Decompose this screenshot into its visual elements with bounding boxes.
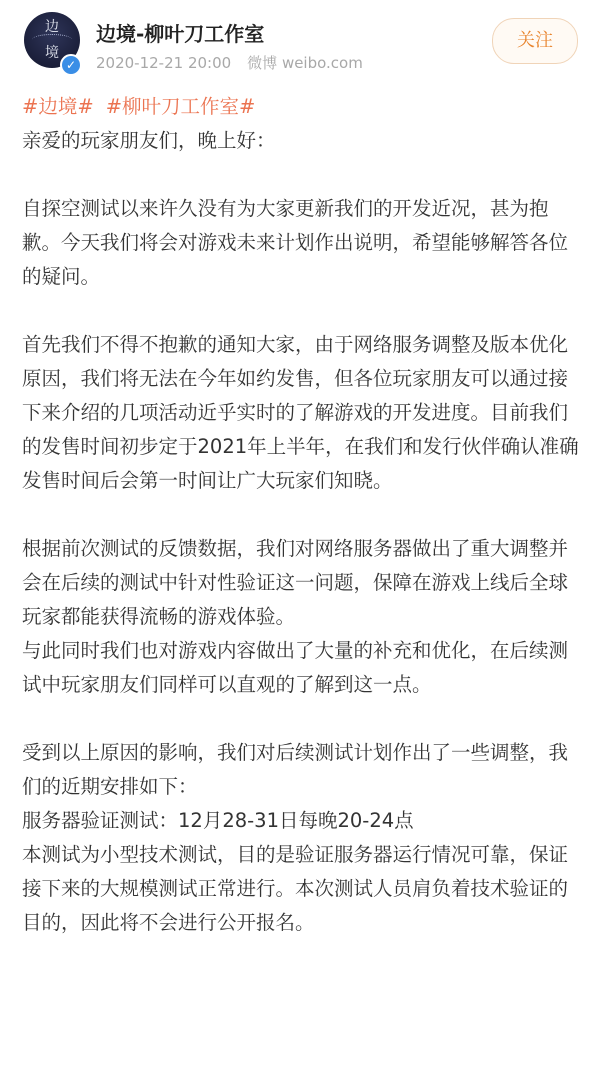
avatar-char-top: 边	[45, 19, 59, 35]
hashtag-link[interactable]: #边境#	[22, 95, 94, 118]
paragraph: 本测试为小型技术测试，目的是验证服务器运行情况可靠，保证接下来的大规模测试正常进行。本次测试人员肩负着技术验证的目的，因此将不会进行公开报名。	[22, 843, 569, 934]
paragraph: 与此同时我们也对游戏内容做出了大量的补充和优化，在后续测试中玩家朋友们同样可以直观的了解到这一点。	[22, 639, 569, 696]
paragraph: 首先我们不得不抱歉的通知大家，由于网络服务调整及版本优化原因，我们将无法在今年如约发售，但各位玩家朋友可以通过接下来介绍的几项活动近乎实时的了解游戏的开发进度。目前我们的发售时间初步定于2021年上半年，在我们和发行伙伴确认准确发售时间后会第一时间让广大玩家们知晓。	[22, 333, 579, 492]
verified-badge-icon: ✓	[60, 54, 82, 76]
boundary-logo-icon	[32, 34, 72, 45]
post-meta	[96, 52, 363, 73]
avatar-char-bottom: 境	[45, 45, 59, 61]
post-source: 微博 weibo.com	[247, 54, 363, 72]
post-header	[0, 0, 600, 84]
post-content	[22, 90, 582, 940]
paragraph: 根据前次测试的反馈数据，我们对网络服务器做出了重大调整并会在后续的测试中针对性验证这一问题，保障在游戏上线后全球玩家都能获得流畅的游戏体验。	[22, 537, 569, 628]
post-timestamp: 2020-12-21 20:00	[96, 54, 232, 72]
paragraph-gap	[22, 294, 582, 328]
schedule-line: 服务器验证测试：12月28-31日每晚20-24点	[22, 809, 414, 832]
paragraph-gap	[22, 158, 582, 192]
author-name[interactable]: 边境-柳叶刀工作室	[96, 22, 265, 46]
paragraph-gap	[22, 498, 582, 532]
follow-button[interactable]: 关注	[492, 18, 578, 64]
paragraph: 受到以上原因的影响，我们对后续测试计划作出了一些调整，我们的近期安排如下：	[22, 741, 569, 798]
paragraph: 自探空测试以来许久没有为大家更新我们的开发近况，甚为抱歉。今天我们将会对游戏未来计划作出说明，希望能够解答各位的疑问。	[22, 197, 569, 288]
greeting: 亲爱的玩家朋友们，晚上好：	[22, 129, 276, 152]
post-tags	[22, 90, 582, 124]
paragraph-gap	[22, 702, 582, 736]
hashtag-link[interactable]: #柳叶刀工作室#	[105, 95, 256, 118]
